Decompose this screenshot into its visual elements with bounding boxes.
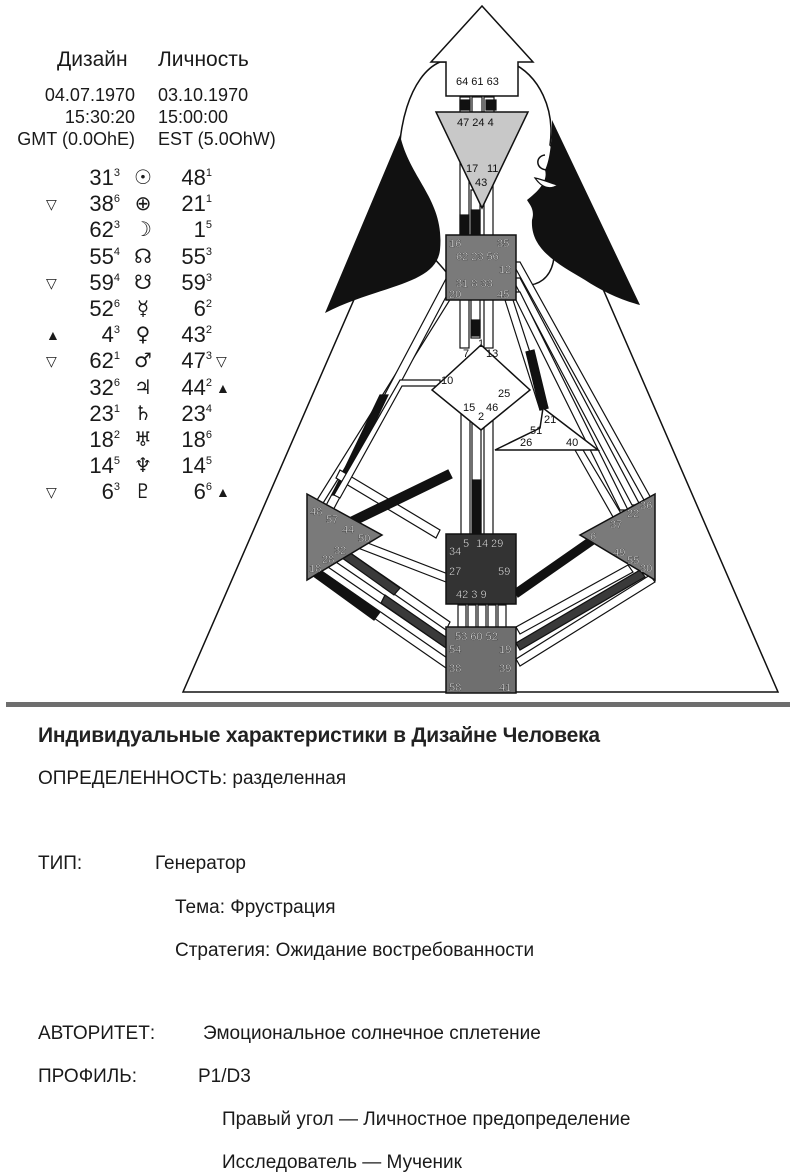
incarnation-cross: Правый угол — Личностное предопределение [222,1109,631,1130]
design-gate: 62 [89,348,114,374]
design-mark: ▽ [46,353,57,370]
theme-text: Тема: Фрустрация [175,897,336,918]
personality-gate: 44 [181,374,206,400]
mercury-icon: ☿ [136,295,150,320]
svg-text:6: 6 [590,531,597,543]
design-time: 15:30:20 [64,107,135,127]
venus-icon: ♀ [135,322,151,347]
personality-gate: 1 [193,217,206,243]
design-gate: 62 [89,217,114,243]
moon-icon: ☽ [134,217,152,242]
svg-text:58: 58 [449,682,462,694]
neptune-icon: ♆ [134,453,152,478]
svg-text:37: 37 [610,519,623,531]
svg-text:28: 28 [322,554,335,566]
svg-text:15: 15 [463,402,476,414]
design-gate: 38 [89,191,114,217]
svg-text:25: 25 [498,388,511,400]
definition-row [38,768,346,790]
design-line: 5 [113,455,120,468]
design-line: 3 [113,324,120,337]
personality-gate: 14 [181,453,206,479]
design-date: 04.07.1970 [44,85,135,105]
earth-icon: ⊕ [134,191,152,216]
personality-mark: ▽ [216,353,227,370]
design-mark: ▽ [46,274,57,291]
personality-line: 3 [205,350,212,363]
design-gate: 4 [101,322,114,348]
svg-text:54: 54 [449,644,462,656]
svg-text:38: 38 [449,663,462,675]
personality-line: 6 [205,481,212,494]
svg-text:7: 7 [463,348,470,360]
svg-text:10: 10 [441,375,454,387]
design-gate: 32 [89,374,114,400]
profile-value: P1/D3 [198,1066,251,1087]
personality-time: 15:00:00 [158,107,229,127]
personality-line: 2 [205,324,212,337]
personality-mark: ▲ [216,379,230,396]
type-value: Генератор [155,853,246,874]
personality-gate: 47 [181,348,206,374]
authority-label: АВТОРИТЕТ: [38,1023,156,1044]
svg-text:22: 22 [627,508,640,520]
design-gate: 14 [89,453,114,479]
personality-gate: 6 [193,479,206,505]
personality-gate: 18 [181,426,206,452]
design-gate: 52 [89,295,114,321]
head-gates: 64 61 63 [456,76,499,88]
personality-gate: 59 [181,269,206,295]
design-line: 6 [113,297,120,310]
svg-text:14: 14 [476,538,489,550]
personality-line: 6 [205,428,212,441]
sun-icon: ☉ [134,165,152,189]
svg-text:51: 51 [530,425,543,437]
svg-text:42 3 9: 42 3 9 [456,589,487,601]
svg-text:32: 32 [334,545,347,557]
svg-text:47 24 4: 47 24 4 [457,117,494,129]
svg-text:50: 50 [358,533,371,545]
design-line: 6 [113,193,120,206]
svg-text:1: 1 [478,338,485,350]
personality-line: 3 [205,271,212,284]
north-node-icon: ☊ [134,243,152,268]
svg-text:44: 44 [342,524,355,536]
design-mark: ▲ [46,327,60,344]
saturn-icon: ♄ [134,400,152,425]
pluto-icon: ♇ [134,479,152,504]
design-line: 3 [113,219,120,232]
svg-text:12: 12 [499,264,512,276]
design-gate: 31 [89,165,114,190]
svg-text:46: 46 [486,402,499,414]
svg-text:17: 17 [466,163,479,175]
design-gate: 18 [89,426,114,452]
design-column-header: Дизайн [57,48,128,71]
definition-value: разделенная [232,768,347,789]
type-label: ТИП: [38,853,83,874]
svg-text:35: 35 [497,238,510,250]
personality-mark: ▲ [216,484,230,501]
svg-text:62 23 56: 62 23 56 [456,251,499,263]
svg-text:57: 57 [326,514,339,526]
svg-text:34: 34 [449,546,462,558]
personality-date: 03.10.1970 [158,85,249,105]
authority-value: Эмоциональное солнечное сплетение [203,1023,541,1044]
svg-text:43: 43 [475,177,488,189]
personality-gate: 6 [193,295,206,321]
design-gate: 23 [89,400,114,426]
personality-timezone: EST (5.0OhW) [158,129,276,149]
svg-text:16: 16 [449,238,462,250]
svg-text:36: 36 [640,500,653,512]
profile-names: Исследователь — Мученик [222,1152,462,1173]
personality-line: 3 [205,245,212,258]
personality-line: 4 [205,402,212,415]
mars-icon: ♂ [134,348,152,373]
design-line: 4 [113,271,120,284]
personality-line: 5 [205,455,212,468]
svg-text:18: 18 [309,563,322,575]
south-node-icon: ☋ [134,269,152,294]
svg-text:20: 20 [449,289,462,301]
design-mark: ▽ [46,484,57,501]
personality-line: 1 [205,167,212,179]
strategy-text: Стратегия: Ожидание востребованности [175,940,535,961]
personality-line: 2 [205,376,212,389]
personality-gate: 21 [181,191,206,217]
design-timezone: GMT (0.0OhE) [17,129,135,149]
uranus-icon: ♅ [134,426,152,451]
svg-text:5: 5 [463,538,470,550]
design-line: 2 [113,428,120,441]
svg-text:31 8 33: 31 8 33 [456,278,493,290]
design-line: 3 [113,167,120,179]
personality-gate: 55 [181,243,206,269]
section-title: Индивидуальные характеристики в Дизайне Человека [38,724,600,747]
svg-text:26: 26 [520,437,533,449]
design-line: 3 [113,481,120,494]
design-gate: 59 [89,269,114,295]
personality-gate: 48 [181,165,206,190]
svg-text:41: 41 [499,682,512,694]
svg-text:19: 19 [499,644,512,656]
svg-text:30: 30 [640,563,653,575]
svg-text:53 60 52: 53 60 52 [455,631,498,643]
personality-gate: 23 [181,400,206,426]
design-line: 4 [113,245,120,258]
svg-text:27: 27 [449,566,462,578]
jupiter-icon: ♃ [134,374,152,399]
design-line: 6 [113,376,120,389]
definition-label: ОПРЕДЕЛЕННОСТЬ: [38,768,228,789]
svg-text:45: 45 [497,289,510,301]
svg-text:48: 48 [310,506,323,518]
svg-text:40: 40 [566,437,579,449]
design-line: 1 [113,350,120,363]
svg-text:55: 55 [627,555,640,567]
svg-text:29: 29 [491,538,504,550]
personality-gate: 43 [181,322,206,348]
svg-text:59: 59 [498,566,511,578]
svg-text:2: 2 [478,411,485,423]
section-divider [6,702,790,707]
design-gate: 6 [101,479,114,505]
svg-text:49: 49 [613,547,626,559]
design-mark: ▽ [46,196,57,213]
personality-line: 1 [205,193,212,206]
personality-line: 5 [205,219,212,232]
svg-text:11: 11 [487,163,499,175]
personality-line: 2 [205,297,212,310]
design-gate: 55 [89,243,114,269]
svg-text:13: 13 [486,348,499,360]
svg-text:39: 39 [499,663,512,675]
svg-text:21: 21 [544,414,557,426]
personality-column-header: Личность [158,48,249,71]
profile-label: ПРОФИЛЬ: [38,1066,138,1087]
design-line: 1 [113,402,120,415]
